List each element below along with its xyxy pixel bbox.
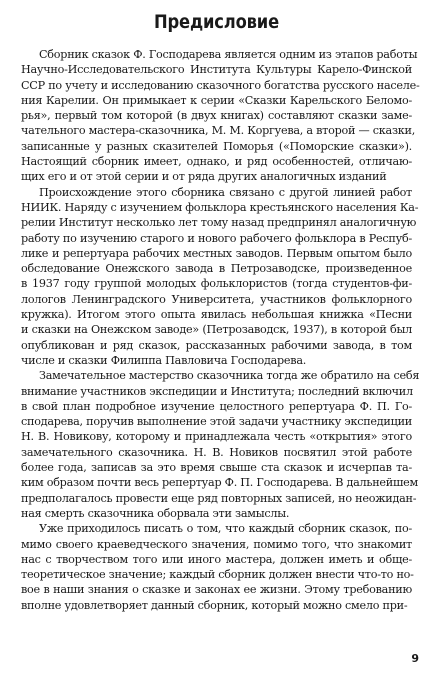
- text-line: Происхождение этого сборника связано с другой линией работ: [39, 185, 412, 199]
- text-line: внимание участников экспедиции и Института; последний включил: [21, 384, 413, 398]
- text-line: ния Карелии. Он примыкает к серии «Сказки Карельского Беломо-: [21, 93, 412, 107]
- text-line: чательного мастера-сказочника, М. М. Коргуева, а второй — сказки,: [21, 124, 416, 138]
- text-line: обследование Онежского завода в Петрозаводске, произведенное: [21, 262, 412, 276]
- text-line: мимо своего краеведческого значения, помимо того, что знакомит: [21, 537, 412, 551]
- text-line: Сборник сказок Ф. Господарева является одним из этапов работы: [39, 48, 418, 61]
- text-line: теоретическое значение; каждый сборник должен внести что-то но-: [21, 568, 414, 582]
- text-line: предполагалось провести еще ряд повторных записей, но неожидан-: [21, 491, 417, 505]
- paragraph: [21, 368, 420, 521]
- text-line: записанные у разных сказителей Поморья («Поморские сказки»).: [21, 139, 412, 153]
- text-line: кружка). Итогом этого опыта явилась небольшая книжка «Песни: [21, 308, 412, 322]
- text-line: нас с творчеством того или иного мастера, должен иметь и обще-: [21, 552, 412, 566]
- text-line: вое в наши знания о сказке и законах ее жизни. Этому требованию: [21, 583, 412, 597]
- body-text: [21, 47, 420, 613]
- text-line: рья», первый том которой (в двух книгах) составляют сказки заме-: [21, 109, 412, 123]
- text-line: Научно-Исследовательского Института Культуры Карело-Финской: [21, 63, 412, 77]
- text-line: Уже приходилось писать о том, что каждый сборник сказок, по-: [39, 522, 412, 536]
- text-line: опубликован и ряд сказок, рассказанных рабочими завода, в том: [21, 338, 412, 352]
- text-line: замечательного сказочника. Н. В. Новиков посвятил этой работе: [21, 445, 412, 459]
- page-number: 9: [411, 652, 419, 665]
- text-line: ким образом почти весь репертуар Ф. П. Господарева. В дальнейшем: [21, 476, 418, 490]
- text-line: НИИК. Наряду с изучением фольклора крестьянского населения Ка-: [21, 200, 419, 214]
- paragraph: [21, 521, 412, 613]
- text-line: лологов Ленинградского Университета, участников фольклорного: [21, 292, 412, 306]
- text-line: ССР по учету и исследованию сказочного богатства русского населе-: [21, 78, 420, 92]
- paragraph: [21, 47, 420, 185]
- text-line: числе и сказки Филиппа Павловича Господарева.: [21, 353, 307, 367]
- page-title: Предисловие: [154, 11, 279, 33]
- text-line: сподарева, поручив выполнение этой задачи участнику экспедиции: [21, 415, 412, 429]
- text-line: щих его и от этой серии и от ряда других аналогичных изданий: [21, 170, 387, 184]
- text-line: более года, записав за это время свыше ста сказок и исчерпав та-: [21, 461, 412, 475]
- text-line: Н. В. Новикову, которому и принадлежала честь «открытия» этого: [21, 430, 412, 444]
- text-line: в свой план подробное изучение целостного репертуара Ф. П. Го-: [21, 399, 412, 413]
- text-line: в 1937 году группой молодых фольклористов (тогда студентов-фи-: [21, 277, 412, 291]
- text-line: и сказки на Онежском заводе» (Петрозаводск, 1937), в которой был: [21, 323, 412, 337]
- text-line: вполне удовлетворяет данный сборник, который можно смело при-: [21, 598, 408, 612]
- text-line: Настоящий сборник имеет, однако, и ряд особенностей, отличаю-: [21, 155, 412, 169]
- text-line: ная смерть сказочника оборвала эти замыслы.: [21, 506, 290, 520]
- text-line: работу по изучению старого и нового рабочего фольклора в Респуб-: [21, 231, 412, 245]
- text-line: лике и репертуара рабочих местных заводов. Первым опытом было: [21, 246, 412, 260]
- text-line: Замечательное мастерство сказочника тогда же обратило на себя: [39, 369, 420, 383]
- text-line: релии Институт несколько лет тому назад предпринял аналогичную: [21, 216, 417, 230]
- paragraph: [21, 185, 419, 369]
